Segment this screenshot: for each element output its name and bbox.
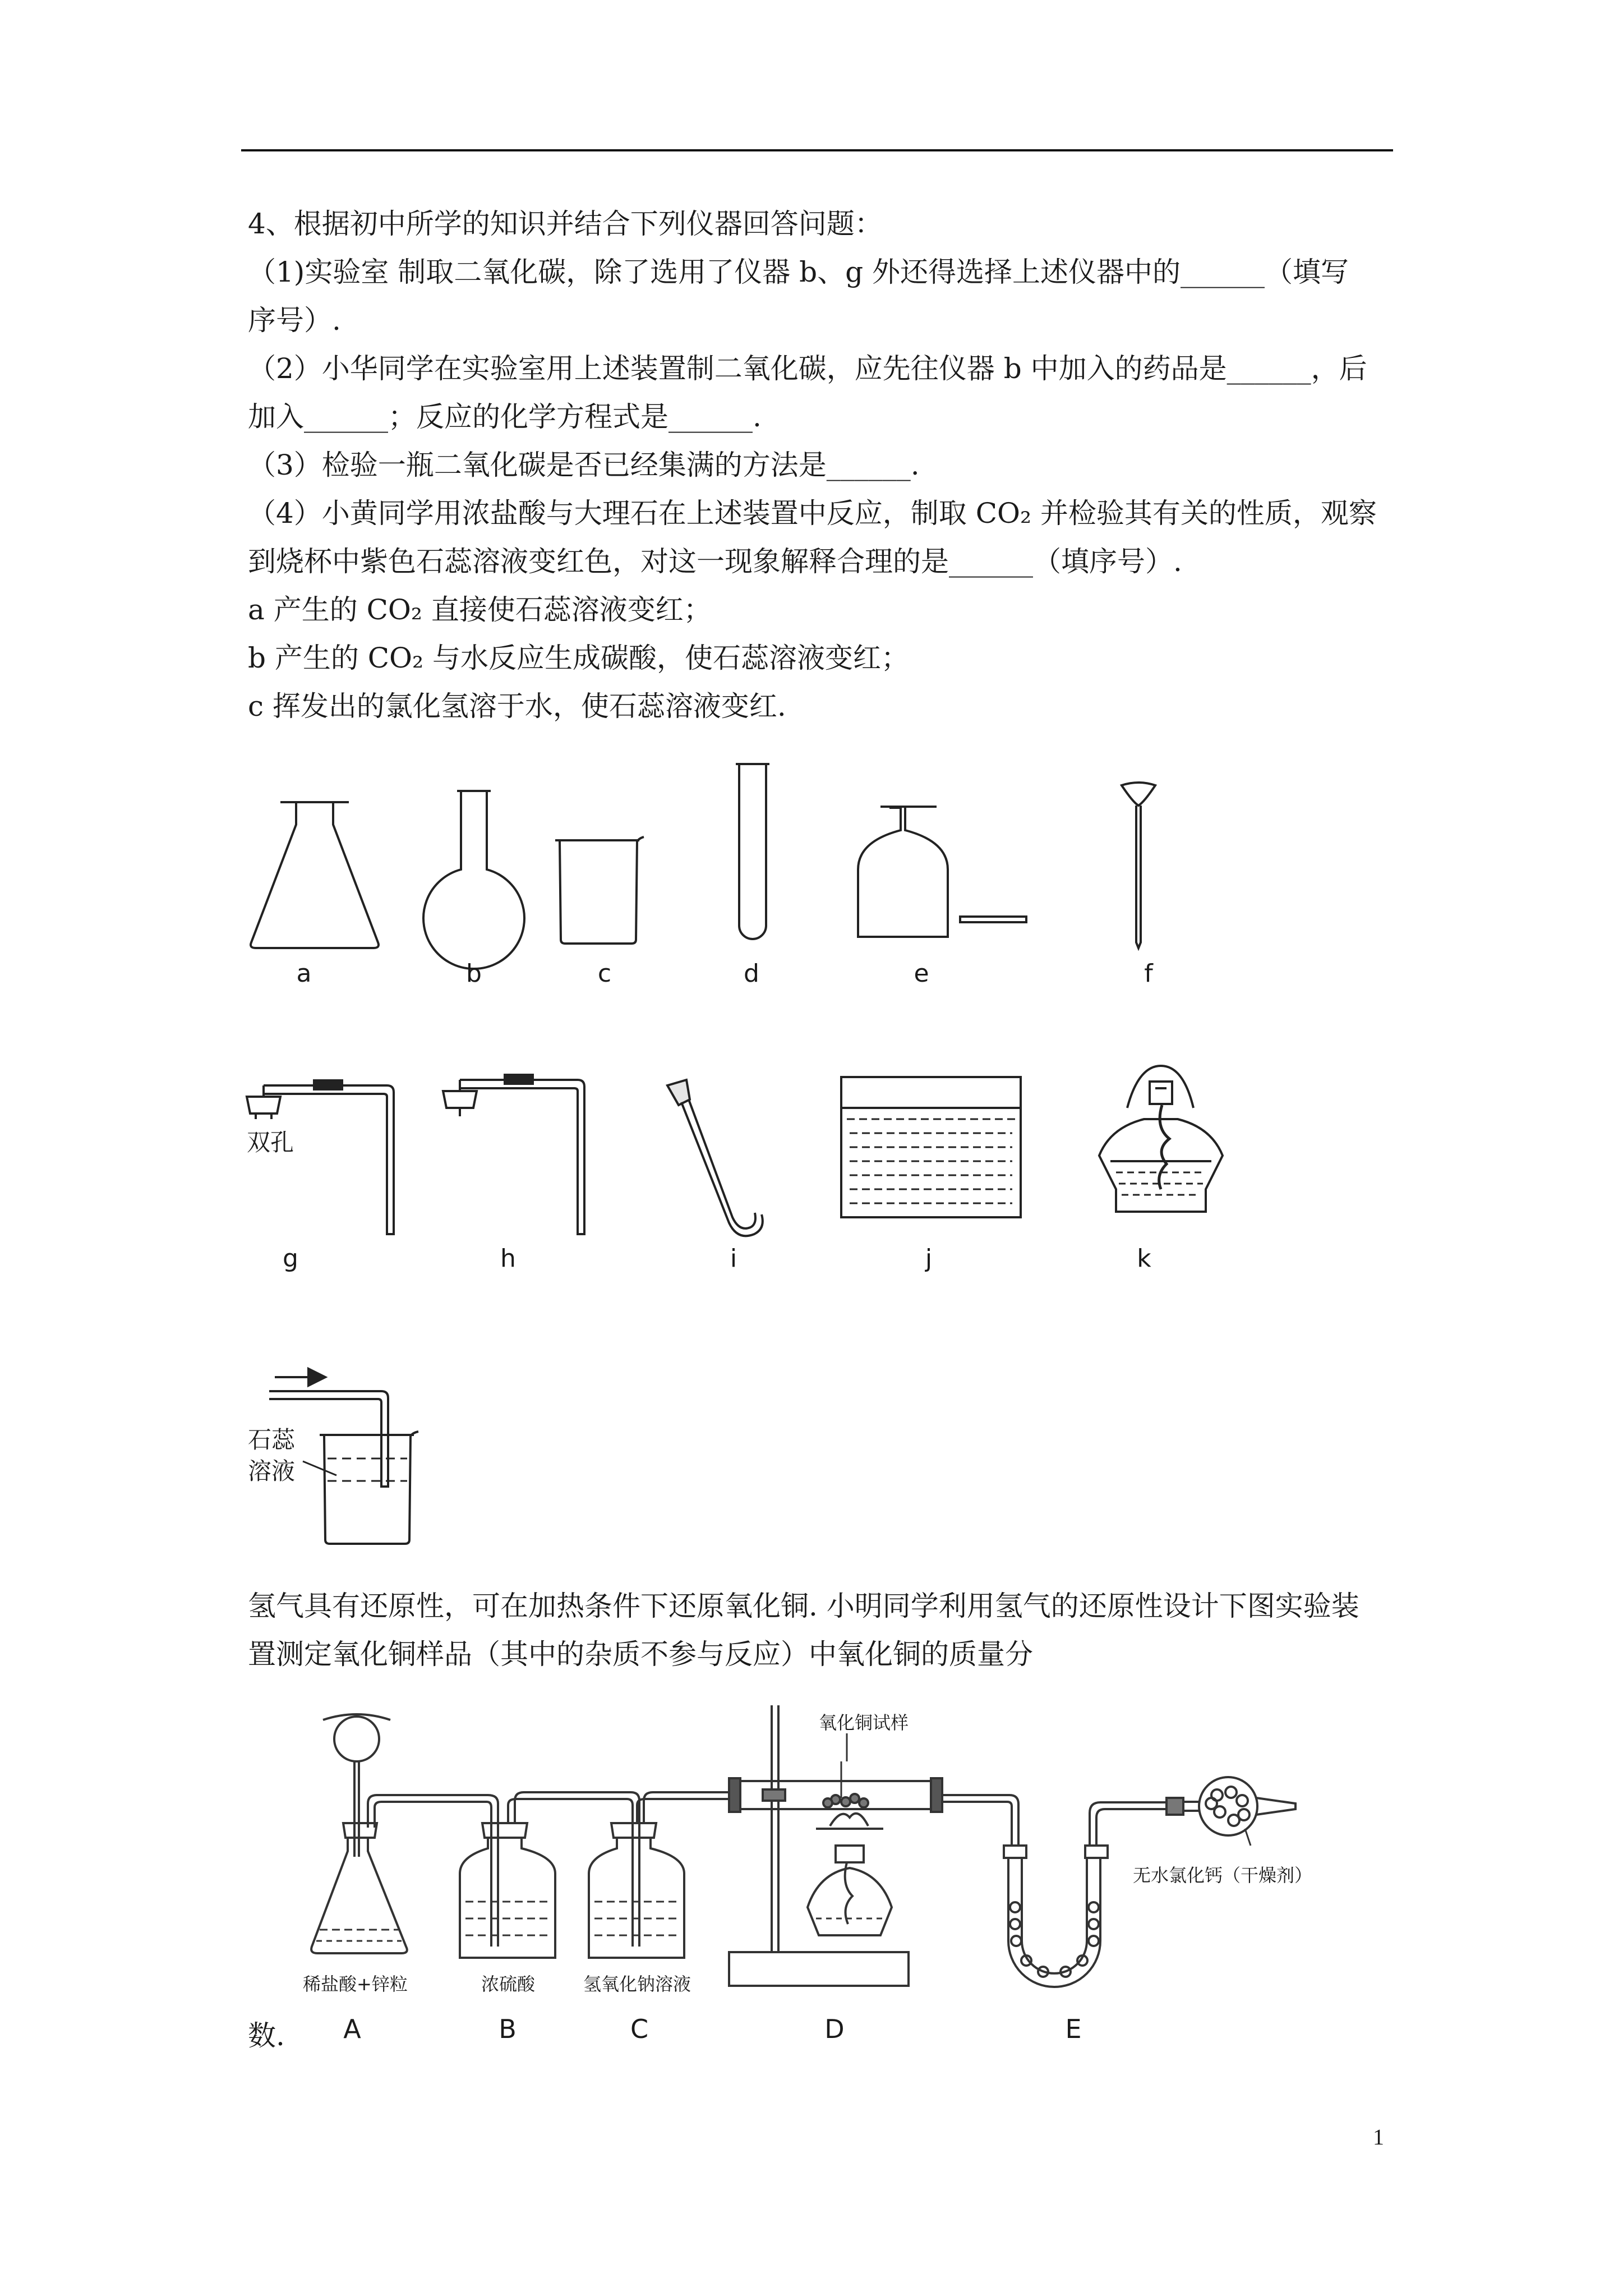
label-d: d [744, 959, 759, 988]
label-h: h [500, 1244, 516, 1273]
label-a: a [296, 959, 312, 988]
litmus-label-line1: 石蕊 [248, 1426, 296, 1453]
sample-label: 氧化铜试样 [819, 1712, 909, 1733]
label-i: i [730, 1244, 737, 1273]
generator-flask-icon [311, 1714, 407, 1953]
q2-line2: 加入______；反应的化学方程式是______. [248, 401, 762, 433]
caption-E: E [1065, 2014, 1082, 2044]
label-k: k [1137, 1244, 1151, 1273]
q1-line2: 序号）. [248, 304, 341, 337]
wash-bottle-b-icon [460, 1792, 639, 1958]
q1-line1: （1)实验室 制取二氧化碳，除了选用了仪器 b、g 外还得选择上述仪器中的______（填写 [248, 256, 1349, 288]
litmus-label-line2: 溶液 [248, 1457, 296, 1485]
label-j: j [925, 1244, 933, 1273]
reagent-a-label: 稀盐酸+锌粒 [303, 1973, 408, 1995]
hydrogen-line3: 数. [248, 2019, 285, 2052]
hydrogen-line1: 氢气具有还原性，可在加热条件下还原氧化铜. 小明同学利用氢气的还原性设计下图实验装 [248, 1590, 1359, 1622]
u-tube-icon [1004, 1802, 1172, 1987]
drying-tube-icon [1166, 1777, 1295, 1846]
option-a: a 产生的 CO₂ 直接使石蕊溶液变红； [248, 593, 712, 626]
caption-C: C [630, 2014, 649, 2044]
caption-A: A [343, 2014, 361, 2044]
caption-B: B [499, 2014, 517, 2044]
desiccant-label: 无水氯化钙（干燥剂） [1133, 1865, 1313, 1886]
label-f: f [1144, 959, 1153, 988]
q4-line1: （4）小黄同学用浓盐酸与大理石在上述装置中反应，制取 CO₂ 并检验其有关的性质，观察 [248, 497, 1377, 530]
alcohol-lamp-icon [808, 1814, 892, 1935]
caption-D: D [824, 2014, 845, 2044]
label-e: e [914, 959, 929, 988]
reagent-b-label: 浓硫酸 [481, 1973, 536, 1995]
q4-line2: 到烧杯中紫色石蕊溶液变红色，对这一现象解释合理的是______（填序号）. [248, 545, 1182, 578]
wash-bottle-c-icon [589, 1792, 729, 1958]
option-c: c 挥发出的氯化氢溶于水，使石蕊溶液变红. [248, 690, 786, 723]
heating-tube-stand-icon [729, 1705, 1018, 1986]
page-number: 1 [1373, 2124, 1384, 2150]
q2-line1: （2）小华同学在实验室用上述装置制二氧化碳，应先往仪器 b 中加入的药品是______，后 [248, 352, 1367, 385]
label-b: b [466, 959, 482, 988]
q3-line: （3）检验一瓶二氧化碳是否已经集满的方法是______. [248, 449, 920, 481]
question-title: 4、根据初中所学的知识并结合下列仪器回答问题： [248, 208, 883, 240]
hydrogen-line2: 置测定氧化铜样品（其中的杂质不参与反应）中氧化铜的质量分 [248, 1638, 1033, 1671]
two-hole-note: 双孔 [247, 1129, 294, 1156]
option-b: b 产生的 CO₂ 与水反应生成碳酸，使石蕊溶液变红； [248, 642, 909, 674]
reagent-c-label: 氢氧化钠溶液 [583, 1973, 691, 1995]
label-g: g [283, 1244, 298, 1273]
label-c: c [597, 959, 612, 988]
